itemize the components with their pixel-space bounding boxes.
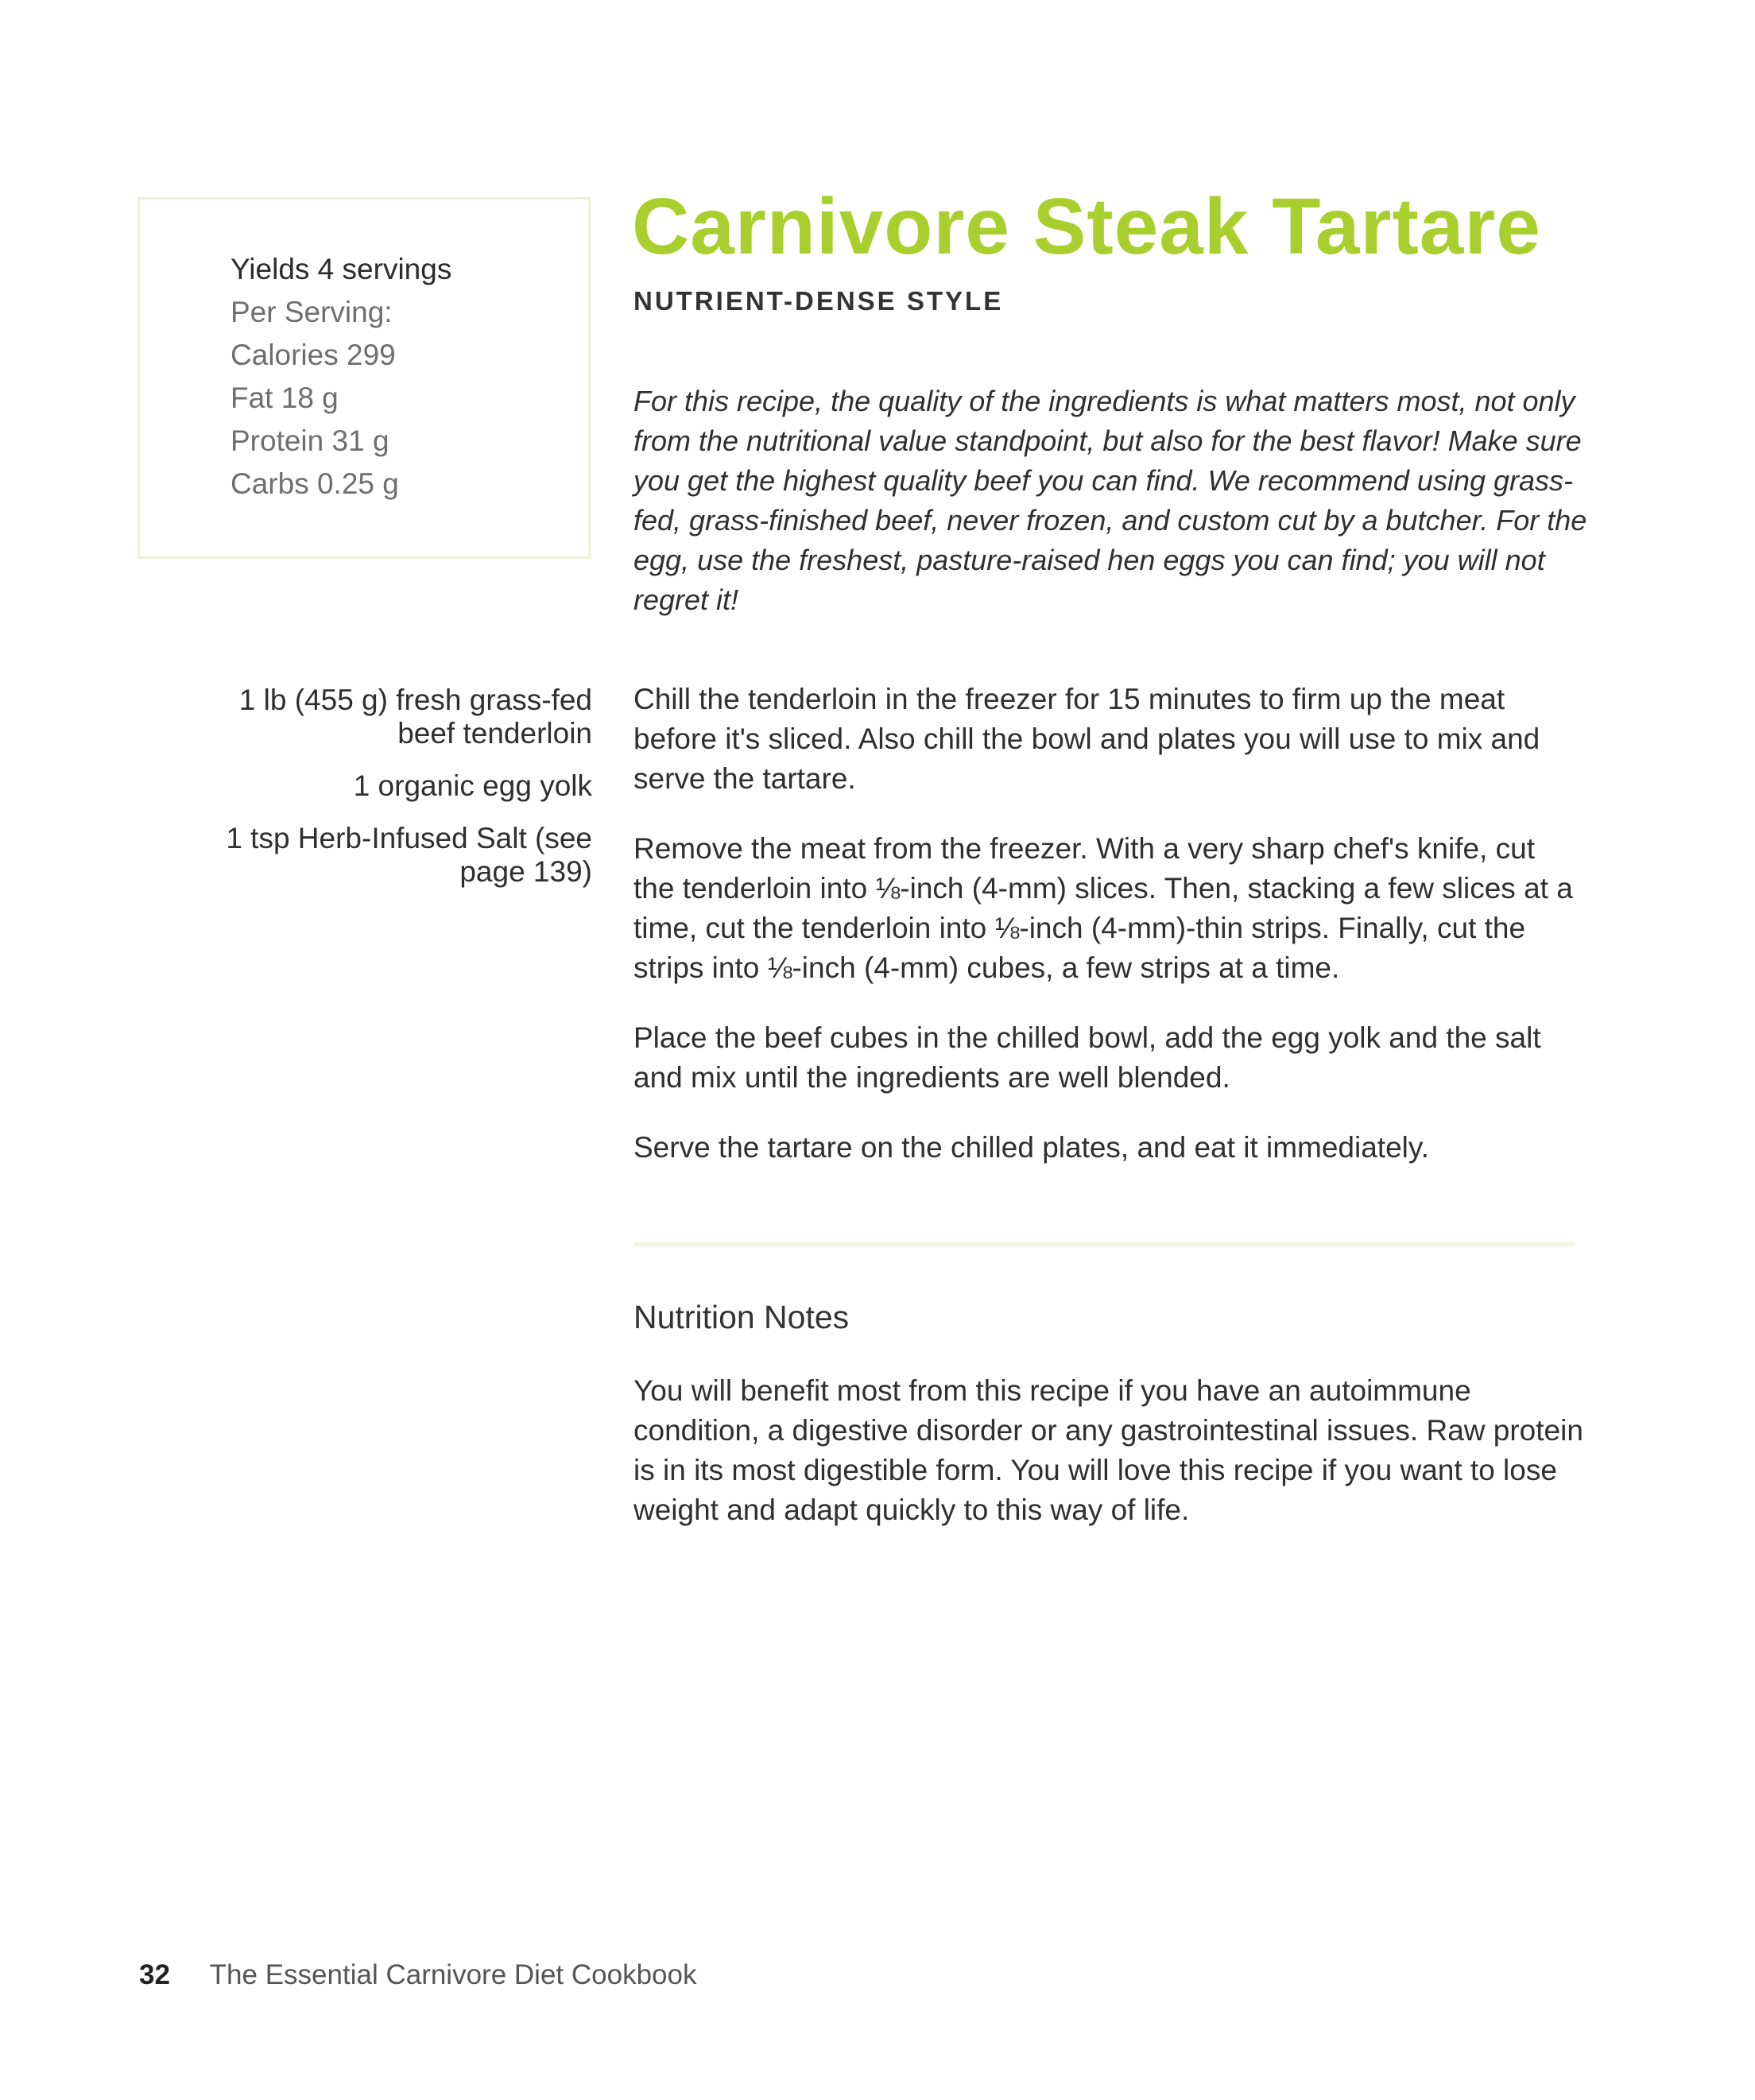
nutrition-facts	[231, 248, 451, 506]
carbs-value: Carbs 0.25 g	[231, 467, 399, 500]
nutrition-notes-heading: Nutrition Notes	[633, 1299, 850, 1335]
direction-step: Serve the tartare on the chilled plates, and eat it immediately.	[633, 1131, 1429, 1164]
direction-step: Place the beef cubes in the chilled bowl, add the egg yolk and the salt and mix until the ingredients are well blended.	[633, 1021, 1541, 1094]
calories-value: Calories 299	[231, 339, 396, 371]
nutrition-notes-text: You will benefit most from this recipe if you have an autoimmune condition, a digestive disorder or any gastrointestinal issues. Raw protein is in its most digestible form. You will love this recipe if you want to lose weight and adapt quickly to this way of life.	[633, 1374, 1583, 1526]
direction-step: Chill the tenderloin in the freezer for 15 minutes to firm up the meat before it's sliced. Also chill the bowl and plates you will use to mix and serve the tartare.	[633, 683, 1540, 795]
ingredient-item: 1 organic egg yolk	[353, 769, 592, 802]
per-serving-label: Per Serving:	[231, 296, 393, 328]
protein-value: Protein 31 g	[231, 424, 389, 457]
recipe-title: Carnivore Steak Tartare	[632, 182, 1541, 271]
yields-text: Yields 4 servings	[231, 253, 452, 285]
fat-value: Fat 18 g	[231, 382, 339, 414]
directions	[633, 680, 1579, 1198]
ingredient-item: 1 tsp Herb-Infused Salt (see page 139)	[226, 822, 592, 888]
page-footer	[139, 1959, 696, 1991]
section-divider	[633, 1242, 1575, 1246]
page-number: 32	[139, 1959, 170, 1990]
recipe-intro: For this recipe, the quality of the ingredients is what matters most, not only from the nutritional value standpoint, but also for the best flavor! Make sure you get the highest quality beef you can find. We recommend using grass-fed, grass-finished beef, never frozen, and custom cut by a butcher. For the egg, use the freshest, pasture-raised hen eggs you can find; you will not regret it!	[633, 385, 1587, 616]
direction-step: Remove the meat from the freezer. With a very sharp chef's knife, cut the tenderloin into ⅛-inch (4-mm) slices. Then, stacking a few slices at a time, cut the tenderloin into ⅛-inch (4-mm)-thin strips. Finally, cut the strips into ⅛-inch (4-mm) cubes, a few strips at a time.	[633, 832, 1573, 984]
book-title: The Essential Carnivore Diet Cookbook	[209, 1959, 697, 1990]
ingredient-item: 1 lb (455 g) fresh grass-fed beef tenderloin	[238, 684, 592, 750]
recipe-subtitle: NUTRIENT-DENSE STYLE	[633, 286, 1004, 316]
ingredients-list	[183, 684, 592, 908]
